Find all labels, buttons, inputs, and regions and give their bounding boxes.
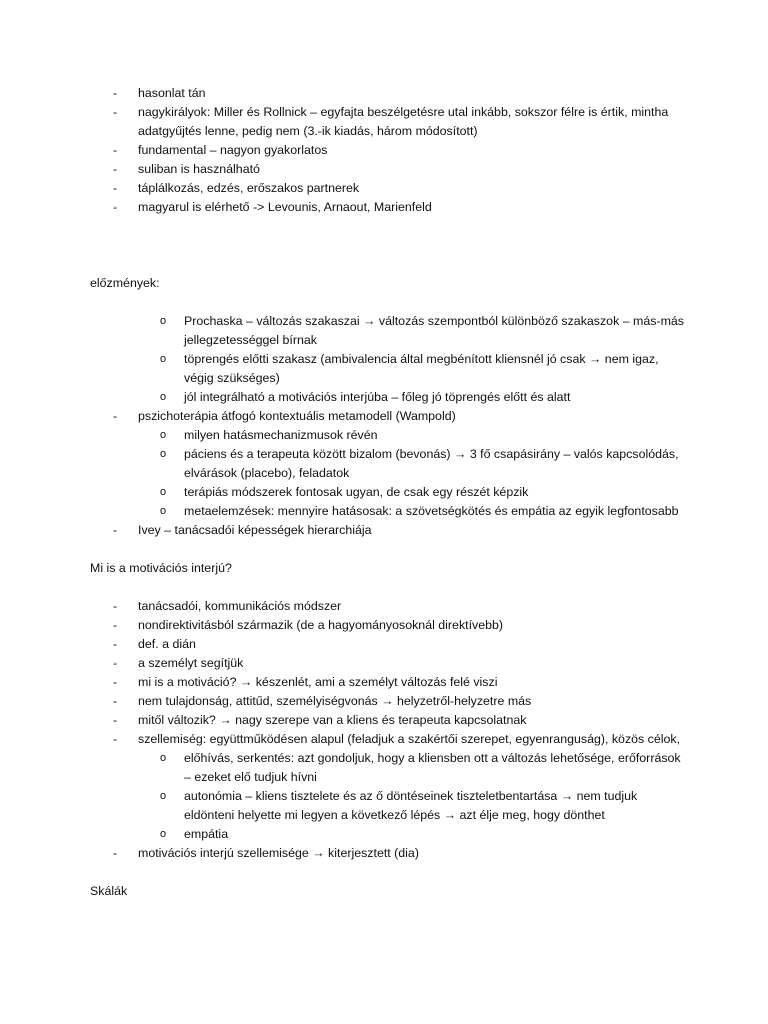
list-item [90, 616, 690, 635]
list-item [90, 711, 690, 730]
dash-bullet: - [113, 523, 118, 537]
list-item-text: táplálkozás, edzés, erőszakos partnerek [138, 181, 360, 195]
spacer [90, 217, 690, 255]
sublist [90, 426, 690, 521]
elozmenyek-list [90, 312, 690, 540]
dash-bullet: - [113, 694, 118, 708]
sublist-item [90, 350, 690, 388]
sublist-item-text: töprengés előtti szakasz (ambivalencia által megbénított kliensnél jó csak → nem igaz, végig szükséges) [184, 352, 659, 385]
list-item-text: szellemiség: együttműködésen alapul (feladjuk a szakértői szerepet, egyenranguság), közös célok, [138, 732, 681, 746]
list-item-text: Ivey – tanácsadói képességek hierarchiája [138, 523, 372, 537]
list-item [90, 692, 690, 711]
list-item-group [90, 312, 690, 407]
list-item [90, 141, 690, 160]
sublist [90, 749, 690, 844]
sublist-item-text: páciens és a terapeuta között bizalom (bevonás) → 3 fő csapásirány – valós kapcsolódás, elvárások (placebo), feladatok [184, 447, 679, 480]
circle-bullet: o [160, 486, 167, 498]
dash-bullet: - [113, 181, 118, 195]
sublist-item [90, 388, 690, 407]
sublist-item [90, 502, 690, 521]
dash-bullet: - [113, 713, 118, 727]
dash-bullet: - [113, 637, 118, 651]
circle-bullet: o [160, 391, 167, 403]
circle-bullet: o [160, 315, 167, 327]
sublist-item-text: terápiás módszerek fontosak ugyan, de csak egy részét képzik [184, 485, 529, 499]
sublist-item-text: Prochaska – változás szakaszai → változás szempontból különböző szakaszok – más-más jellegzetességgel bírnak [184, 314, 684, 347]
sublist-item-text: metaelemzések: mennyire hatásosak: a szövetségkötés és empátia az egyik legfontosabb [184, 504, 679, 518]
dash-bullet: - [113, 599, 118, 613]
dash-bullet: - [113, 86, 118, 100]
circle-bullet: o [160, 828, 167, 840]
circle-bullet: o [160, 505, 167, 517]
list-item-text: mitől változik? → nagy szerepe van a kliens és terapeuta kapcsolatnak [138, 713, 527, 727]
list-item-text: nagykirályok: Miller és Rollnick – egyfajta beszélgetésre utal inkább, sokszor félre is értik, mintha adatgyűjtés lenne, pedig nem (3.-ik kiadás, három módosított) [138, 105, 669, 138]
list-item-text: nem tulajdonság, attitűd, személyiségvonás → helyzetről-helyzetre más [138, 694, 532, 708]
motivacios-interju-list [90, 597, 690, 863]
sublist-item-text: empátia [184, 827, 229, 841]
list-item [90, 673, 690, 692]
circle-bullet: o [160, 752, 167, 764]
dash-bullet: - [113, 409, 118, 423]
list-item [90, 407, 690, 521]
dash-bullet: - [113, 618, 118, 632]
list-item [90, 730, 690, 844]
sublist-item [90, 483, 690, 502]
list-item [90, 84, 690, 103]
dash-bullet: - [113, 162, 118, 176]
dash-bullet: - [113, 143, 118, 157]
list-item-text: magyarul is elérhető -> Levounis, Arnaout, Marienfeld [138, 200, 432, 214]
sublist-item-text: milyen hatásmechanizmusok révén [184, 428, 378, 442]
dash-bullet: - [113, 846, 118, 860]
circle-bullet: o [160, 353, 167, 365]
heading-skalak: Skálák [90, 884, 128, 898]
list-item [90, 179, 690, 198]
list-item-text: mi is a motiváció? → készenlét, ami a személyt változás felé viszi [138, 675, 498, 689]
intro-list [90, 84, 690, 217]
circle-bullet: o [160, 448, 167, 460]
list-item [90, 597, 690, 616]
dash-bullet: - [113, 656, 118, 670]
dash-bullet: - [113, 675, 118, 689]
list-item-text: tanácsadói, kommunikációs módszer [138, 599, 342, 613]
sublist-item [90, 787, 690, 825]
list-item-text: def. a dián [138, 637, 196, 651]
list-item [90, 103, 690, 141]
sublist-item [90, 312, 690, 350]
list-item [90, 844, 690, 863]
heading-motivacios-interju: Mi is a motivációs interjú? [90, 561, 232, 575]
list-item [90, 521, 690, 540]
list-item-text: hasonlat tán [138, 86, 206, 100]
list-item-text: fundamental – nagyon gyakorlatos [138, 143, 328, 157]
list-item [90, 160, 690, 179]
sublist-item-text: jól integrálható a motivációs interjúba – főleg jó töprengés előtt és alatt [184, 390, 571, 404]
list-item [90, 198, 690, 217]
sublist-item-text: előhívás, serkentés: azt gondoljuk, hogy a kliensben ott a változás lehetősége, erőforrások – ezeket elő tudjuk hívni [184, 751, 681, 784]
document-page [90, 84, 690, 920]
sublist-item [90, 749, 690, 787]
sublist-item [90, 426, 690, 445]
list-item [90, 635, 690, 654]
list-item-text: nondirektivitásból származik (de a hagyományosoknál direktívebb) [138, 618, 504, 632]
circle-bullet: o [160, 790, 167, 802]
sublist [90, 312, 690, 407]
sublist-item-text: autonómia – kliens tisztelete és az ő döntéseinek tiszteletbentartása → nem tudjuk eldönteni helyette mi legyen a következő lépés → azt élje meg, hogy dönthet [184, 789, 638, 822]
circle-bullet: o [160, 429, 167, 441]
list-item [90, 654, 690, 673]
dash-bullet: - [113, 732, 118, 746]
dash-bullet: - [113, 105, 118, 119]
list-item-text: motivációs interjú szellemisége → kiterjesztett (dia) [138, 846, 419, 860]
list-item-text: pszichoterápia átfogó kontextuális metamodell (Wampold) [138, 409, 456, 423]
list-item-text: suliban is használható [138, 162, 260, 176]
dash-bullet: - [113, 200, 118, 214]
heading-elozmenyek: előzmények: [90, 276, 160, 290]
sublist-item [90, 825, 690, 844]
sublist-item [90, 445, 690, 483]
list-item-text: a személyt segítjük [138, 656, 244, 670]
